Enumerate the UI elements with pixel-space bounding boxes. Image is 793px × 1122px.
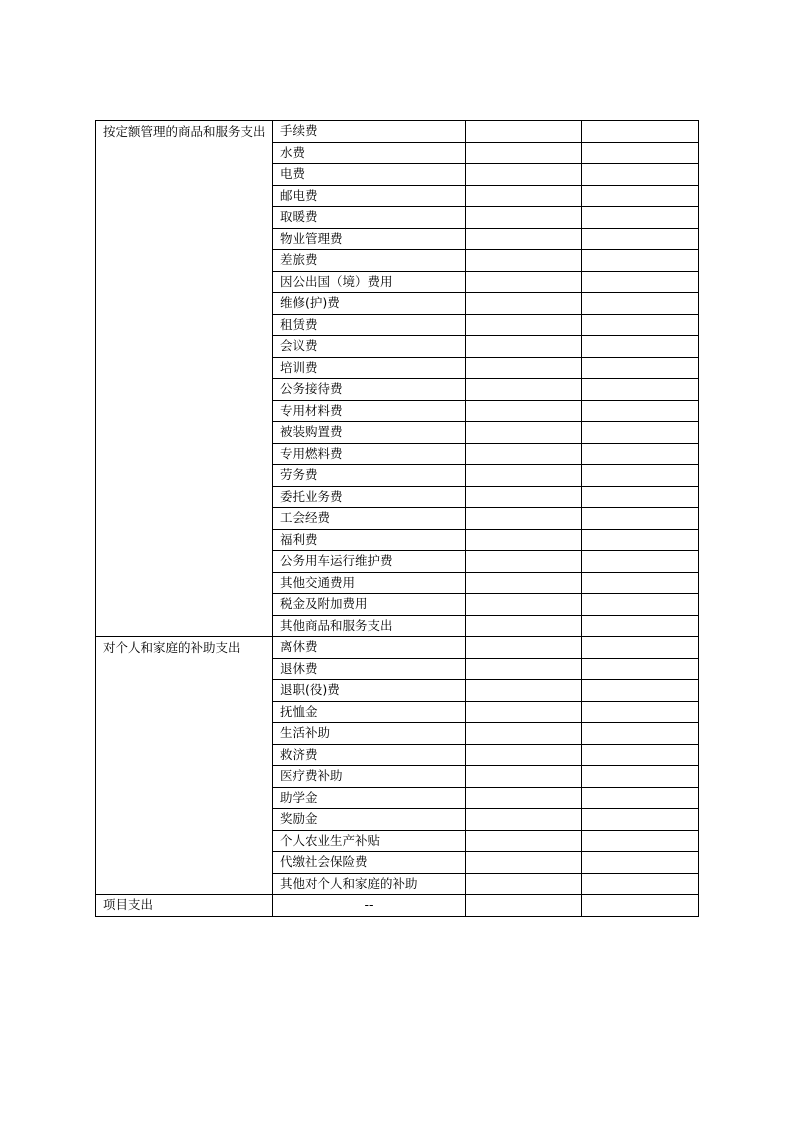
value-cell — [582, 615, 699, 637]
value-cell — [582, 529, 699, 551]
value-cell — [466, 551, 582, 573]
value-cell — [466, 766, 582, 788]
value-cell — [582, 594, 699, 616]
item-cell: 个人农业生产补贴 — [273, 830, 466, 852]
item-cell: 劳务费 — [273, 465, 466, 487]
value-cell — [466, 809, 582, 831]
item-cell: 会议费 — [273, 336, 466, 358]
item-cell: 其他对个人和家庭的补助 — [273, 873, 466, 895]
value-cell — [582, 723, 699, 745]
item-cell: 工会经费 — [273, 508, 466, 530]
value-cell — [466, 293, 582, 315]
value-cell — [582, 250, 699, 272]
value-cell — [582, 443, 699, 465]
value-cell — [582, 830, 699, 852]
item-cell: 水费 — [273, 142, 466, 164]
value-cell — [582, 336, 699, 358]
table-row — [96, 637, 699, 659]
value-cell — [466, 443, 582, 465]
item-cell: 福利费 — [273, 529, 466, 551]
value-cell — [582, 207, 699, 229]
value-cell — [466, 142, 582, 164]
value-cell — [582, 357, 699, 379]
value-cell — [582, 873, 699, 895]
item-cell: 离休费 — [273, 637, 466, 659]
value-cell — [466, 271, 582, 293]
value-cell — [466, 701, 582, 723]
value-cell — [466, 895, 582, 917]
category-cell: 对个人和家庭的补助支出 — [96, 637, 273, 895]
value-cell — [582, 744, 699, 766]
value-cell — [466, 228, 582, 250]
value-cell — [466, 615, 582, 637]
value-cell — [466, 594, 582, 616]
item-cell: 其他商品和服务支出 — [273, 615, 466, 637]
value-cell — [466, 680, 582, 702]
value-cell — [582, 701, 699, 723]
value-cell — [466, 723, 582, 745]
item-cell: 公务接待费 — [273, 379, 466, 401]
item-cell: 公务用车运行维护费 — [273, 551, 466, 573]
item-cell: 因公出国（境）费用 — [273, 271, 466, 293]
item-cell: 医疗费补助 — [273, 766, 466, 788]
expenditure-table — [95, 120, 699, 917]
value-cell — [582, 465, 699, 487]
value-cell — [466, 787, 582, 809]
value-cell — [582, 121, 699, 143]
value-cell — [466, 486, 582, 508]
item-cell: 手续费 — [273, 121, 466, 143]
item-cell: 救济费 — [273, 744, 466, 766]
value-cell — [466, 637, 582, 659]
value-cell — [466, 508, 582, 530]
item-cell: 取暖费 — [273, 207, 466, 229]
value-cell — [582, 508, 699, 530]
table-row — [96, 121, 699, 143]
item-cell: 委托业务费 — [273, 486, 466, 508]
item-cell-project: -- — [273, 895, 466, 917]
value-cell — [466, 873, 582, 895]
value-cell — [582, 164, 699, 186]
table-body — [96, 121, 699, 895]
value-cell — [582, 551, 699, 573]
project-section — [96, 895, 699, 917]
value-cell — [582, 379, 699, 401]
value-cell — [582, 787, 699, 809]
value-cell — [466, 207, 582, 229]
value-cell — [466, 572, 582, 594]
value-cell — [466, 185, 582, 207]
value-cell — [582, 271, 699, 293]
item-cell: 被装购置费 — [273, 422, 466, 444]
value-cell — [582, 895, 699, 917]
value-cell — [466, 164, 582, 186]
item-cell: 维修(护)费 — [273, 293, 466, 315]
value-cell — [466, 250, 582, 272]
item-cell: 生活补助 — [273, 723, 466, 745]
value-cell — [582, 637, 699, 659]
table-row-project — [96, 895, 699, 917]
value-cell — [466, 357, 582, 379]
value-cell — [582, 486, 699, 508]
value-cell — [582, 142, 699, 164]
value-cell — [582, 314, 699, 336]
item-cell: 奖励金 — [273, 809, 466, 831]
value-cell — [582, 658, 699, 680]
category-cell-project: 项目支出 — [96, 895, 273, 917]
item-cell: 退休费 — [273, 658, 466, 680]
value-cell — [582, 572, 699, 594]
value-cell — [582, 680, 699, 702]
value-cell — [466, 529, 582, 551]
value-cell — [466, 830, 582, 852]
item-cell: 助学金 — [273, 787, 466, 809]
value-cell — [582, 422, 699, 444]
value-cell — [466, 379, 582, 401]
item-cell: 电费 — [273, 164, 466, 186]
value-cell — [466, 744, 582, 766]
item-cell: 差旅费 — [273, 250, 466, 272]
value-cell — [582, 293, 699, 315]
value-cell — [466, 658, 582, 680]
item-cell: 专用燃料费 — [273, 443, 466, 465]
item-cell: 代缴社会保险费 — [273, 852, 466, 874]
item-cell: 物业管理费 — [273, 228, 466, 250]
value-cell — [582, 400, 699, 422]
item-cell: 租赁费 — [273, 314, 466, 336]
item-cell: 邮电费 — [273, 185, 466, 207]
category-cell: 按定额管理的商品和服务支出 — [96, 121, 273, 637]
value-cell — [466, 314, 582, 336]
value-cell — [466, 422, 582, 444]
item-cell: 其他交通费用 — [273, 572, 466, 594]
item-cell: 培训费 — [273, 357, 466, 379]
value-cell — [466, 400, 582, 422]
item-cell: 税金及附加费用 — [273, 594, 466, 616]
item-cell: 抚恤金 — [273, 701, 466, 723]
value-cell — [582, 766, 699, 788]
value-cell — [466, 852, 582, 874]
value-cell — [582, 809, 699, 831]
value-cell — [582, 185, 699, 207]
value-cell — [582, 228, 699, 250]
value-cell — [466, 465, 582, 487]
item-cell: 退职(役)费 — [273, 680, 466, 702]
value-cell — [466, 121, 582, 143]
value-cell — [466, 336, 582, 358]
value-cell — [582, 852, 699, 874]
item-cell: 专用材料费 — [273, 400, 466, 422]
